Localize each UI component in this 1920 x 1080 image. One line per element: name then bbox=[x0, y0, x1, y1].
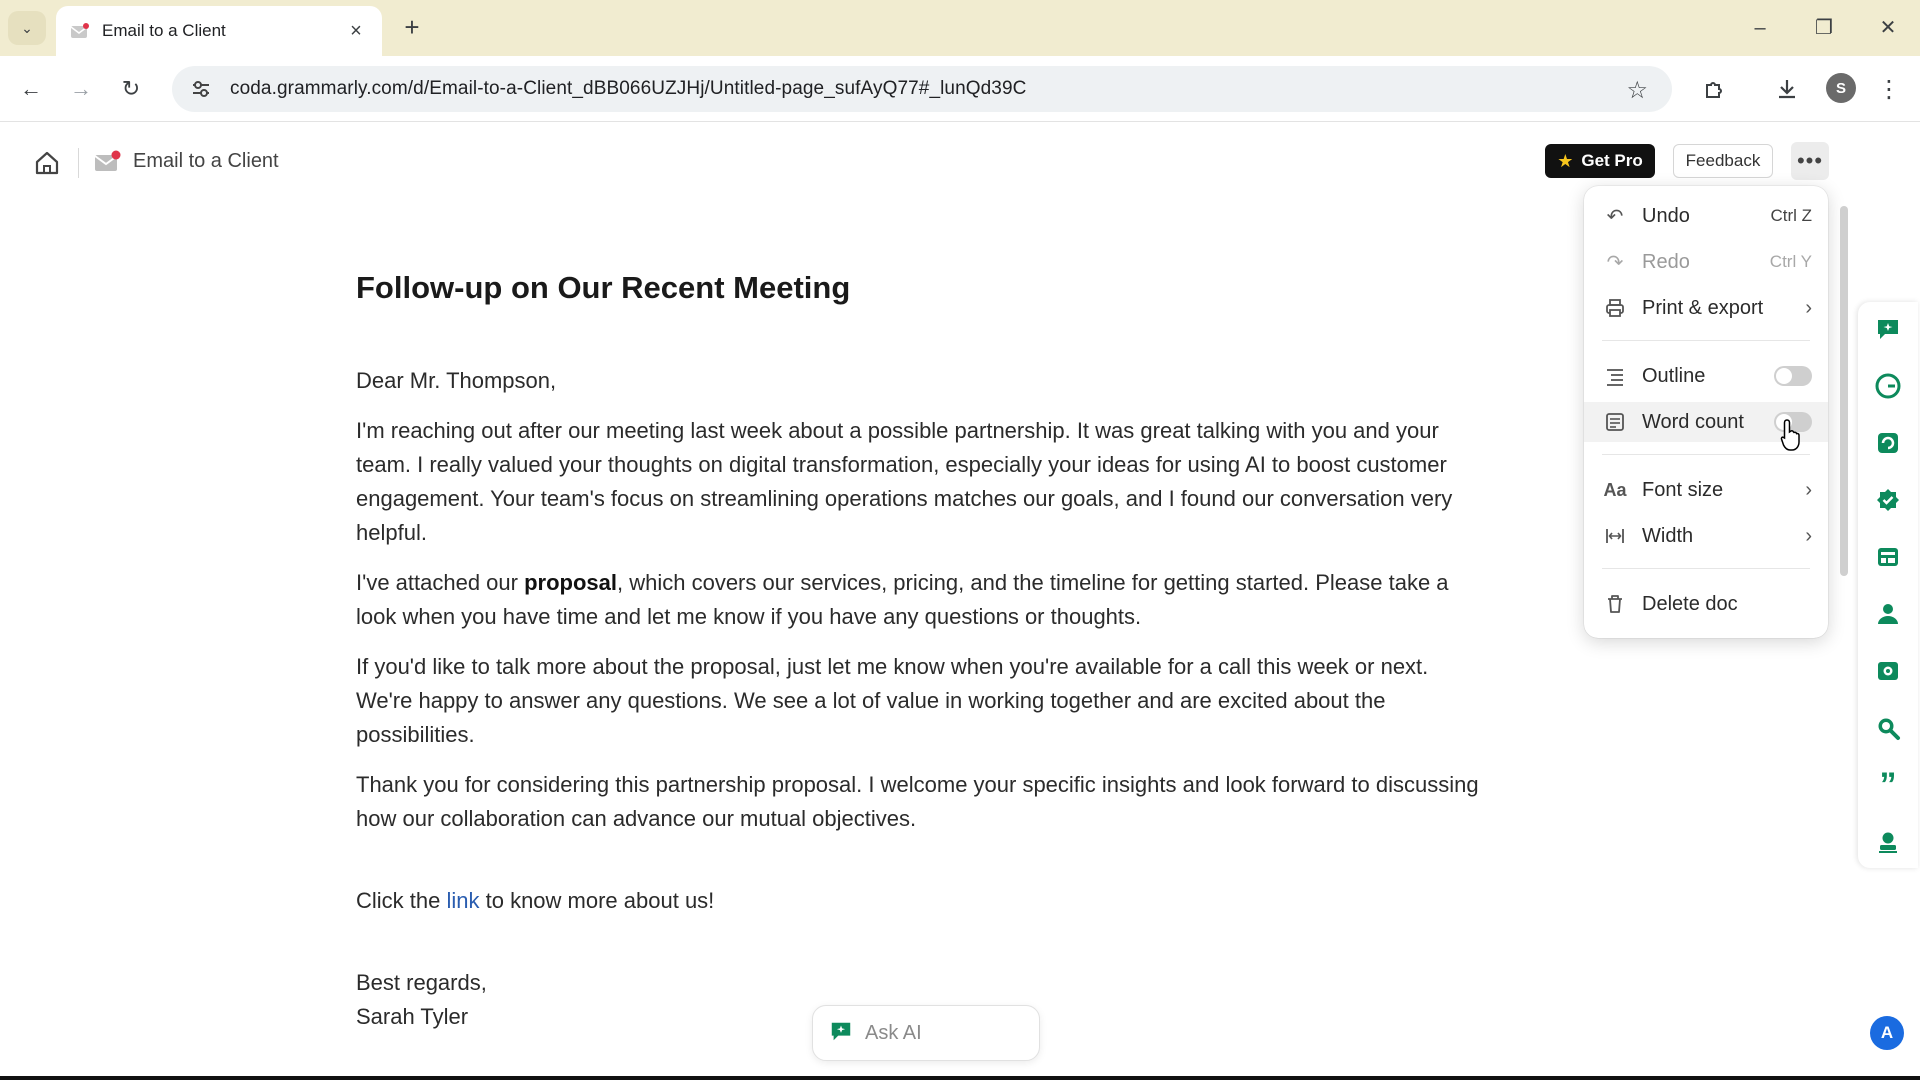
p5-text-before: Click the bbox=[356, 888, 447, 913]
window-bottom-edge bbox=[0, 1076, 1920, 1080]
doc-check-icon[interactable] bbox=[1873, 428, 1903, 458]
profile-avatar[interactable]: S bbox=[1826, 73, 1856, 103]
p2-text-before: I've attached our bbox=[356, 570, 525, 595]
doc-breadcrumb-title[interactable]: Email to a Client bbox=[133, 150, 279, 172]
restore-icon[interactable]: ❐ bbox=[1815, 17, 1833, 39]
menu-item-delete-doc[interactable] bbox=[1584, 584, 1828, 624]
download-icon[interactable] bbox=[1770, 72, 1804, 106]
tab-title: Email to a Client bbox=[102, 21, 226, 40]
menu-item-font-size[interactable] bbox=[1584, 470, 1828, 510]
bookmark-star-icon[interactable]: ☆ bbox=[1626, 77, 1648, 104]
page-scrollbar[interactable] bbox=[1840, 206, 1848, 576]
undo-label: Undo bbox=[1642, 204, 1690, 227]
print-export-label: Print & export bbox=[1642, 296, 1764, 319]
image-frame-icon[interactable] bbox=[1873, 656, 1903, 686]
site-settings-icon[interactable] bbox=[188, 76, 214, 102]
search-magnifier-icon[interactable] bbox=[1873, 713, 1903, 743]
browser-toolbar bbox=[0, 56, 1920, 122]
menu-item-print-export[interactable] bbox=[1584, 288, 1828, 328]
browser-tab-active[interactable] bbox=[56, 6, 382, 56]
menu-item-redo[interactable] bbox=[1584, 242, 1828, 282]
font-size-icon: Aa bbox=[1603, 479, 1627, 500]
grammarly-sidebar-rail bbox=[1858, 302, 1918, 868]
trash-icon bbox=[1602, 591, 1628, 617]
word-count-icon bbox=[1602, 409, 1628, 435]
person-icon[interactable] bbox=[1873, 599, 1903, 629]
address-bar[interactable] bbox=[172, 66, 1672, 112]
ask-ai-label: Ask AI bbox=[865, 1021, 922, 1044]
more-options-icon[interactable]: ••• bbox=[1791, 142, 1829, 180]
tab-search-button[interactable] bbox=[8, 11, 46, 45]
document-heading[interactable]: Follow-up on Our Recent Meeting bbox=[356, 270, 851, 305]
get-pro-button[interactable] bbox=[1545, 144, 1655, 178]
mail-favicon-icon bbox=[70, 23, 90, 39]
quote-icon[interactable]: ” bbox=[1879, 766, 1897, 804]
closing-line[interactable]: Best regards, bbox=[356, 970, 487, 995]
width-label: Width bbox=[1642, 524, 1694, 547]
chat-sparkle-icon[interactable] bbox=[1873, 314, 1903, 344]
window-close-icon[interactable]: ✕ bbox=[1879, 17, 1897, 39]
width-icon bbox=[1602, 523, 1628, 549]
font-size-label: Font size bbox=[1642, 478, 1724, 501]
redo-icon: ↷ bbox=[1606, 251, 1624, 274]
browser-menu-kebab-icon[interactable]: ⋮ bbox=[1877, 75, 1901, 103]
list-outline-icon bbox=[1602, 363, 1628, 389]
home-icon[interactable] bbox=[32, 148, 62, 178]
star-icon: ★ bbox=[1557, 150, 1574, 171]
url-text: coda.grammarly.com/d/Email-to-a-Client_dBB066UZJHj/Untitled-page_sufAyQ77#_lunQd39C bbox=[230, 78, 1027, 99]
chevron-down-icon: ⌄ bbox=[21, 19, 33, 36]
word-count-label: Word count bbox=[1642, 410, 1744, 433]
menu-divider bbox=[1602, 568, 1810, 569]
body-paragraph-3[interactable]: If you'd like to talk more about the proposal, just let me know when you're available for a call this week or next. We're happy to answer any questions. We see a lot of value in working together and are excited about the possibilities. bbox=[356, 654, 1429, 747]
proposal-bold-text: proposal bbox=[524, 570, 617, 595]
menu-item-outline[interactable] bbox=[1584, 356, 1828, 396]
doc-options-menu bbox=[1584, 186, 1828, 638]
chevron-right-icon: › bbox=[1805, 524, 1812, 547]
signature-line[interactable]: Sarah Tyler bbox=[356, 1004, 469, 1029]
redo-label: Redo bbox=[1642, 250, 1690, 273]
get-pro-label: Get Pro bbox=[1581, 151, 1643, 170]
outline-label: Outline bbox=[1642, 364, 1706, 387]
ask-ai-button[interactable] bbox=[812, 1005, 1040, 1061]
user-stamp-icon[interactable] bbox=[1873, 827, 1903, 857]
body-paragraph-5[interactable] bbox=[356, 884, 1486, 918]
undo-shortcut: Ctrl Z bbox=[1770, 206, 1812, 225]
header-divider bbox=[78, 148, 79, 178]
document-canvas[interactable] bbox=[356, 270, 1486, 1050]
forward-arrow-icon[interactable]: → bbox=[70, 76, 92, 101]
chevron-right-icon: › bbox=[1805, 478, 1812, 501]
greeting-paragraph[interactable]: Dear Mr. Thompson, bbox=[356, 368, 557, 393]
mouse-pointer-icon bbox=[1780, 418, 1804, 452]
reload-icon[interactable]: ↻ bbox=[121, 76, 141, 101]
chevron-right-icon: › bbox=[1805, 296, 1812, 319]
mail-doc-icon bbox=[94, 150, 122, 172]
body-paragraph-4[interactable]: Thank you for considering this partnership proposal. I welcome your specific insights and look forward to discussing how our collaboration can advance our mutual objectives. bbox=[356, 772, 1479, 831]
table-layout-icon[interactable] bbox=[1873, 542, 1903, 572]
menu-divider bbox=[1602, 454, 1810, 455]
undo-icon: ↶ bbox=[1606, 205, 1624, 228]
printer-icon bbox=[1602, 295, 1628, 321]
new-tab-plus-icon[interactable]: + bbox=[404, 12, 420, 42]
chat-sparkle-icon bbox=[829, 1019, 853, 1048]
body-paragraph-1[interactable]: I'm reaching out after our meeting last week about a possible partnership. It was great talking with you and your team. I really valued your thoughts on digital transformation, especially your ideas for using AI to boost customer engagement. Your team's focus on streamlining operations matches our goals, and I found our conversation very helpful. bbox=[356, 418, 1453, 545]
back-arrow-icon[interactable]: ← bbox=[20, 76, 42, 101]
assistant-badge-button[interactable]: A bbox=[1870, 1016, 1904, 1050]
p5-text-after: to know more about us! bbox=[479, 888, 715, 913]
menu-item-width[interactable] bbox=[1584, 516, 1828, 556]
feedback-button[interactable]: Feedback bbox=[1673, 144, 1773, 178]
menu-item-undo[interactable] bbox=[1584, 196, 1828, 236]
extensions-puzzle-icon[interactable] bbox=[1697, 72, 1731, 106]
verified-badge-icon[interactable] bbox=[1873, 485, 1903, 515]
grammarly-g-icon[interactable] bbox=[1873, 371, 1903, 401]
menu-divider bbox=[1602, 340, 1810, 341]
delete-doc-label: Delete doc bbox=[1642, 592, 1738, 615]
minimize-icon[interactable]: – bbox=[1754, 17, 1766, 39]
p2-text-after: , which covers our services, pricing, and the timeline for getting started. Please take a look when you have time and let me know if you have any questions or thoughts. bbox=[356, 570, 1449, 629]
tab-close-icon[interactable]: × bbox=[350, 19, 362, 42]
browser-tab-strip bbox=[0, 0, 1920, 56]
outline-toggle[interactable] bbox=[1774, 366, 1812, 386]
redo-shortcut: Ctrl Y bbox=[1769, 252, 1812, 271]
about-us-link[interactable]: link bbox=[446, 888, 480, 913]
body-paragraph-2[interactable] bbox=[356, 566, 1486, 634]
